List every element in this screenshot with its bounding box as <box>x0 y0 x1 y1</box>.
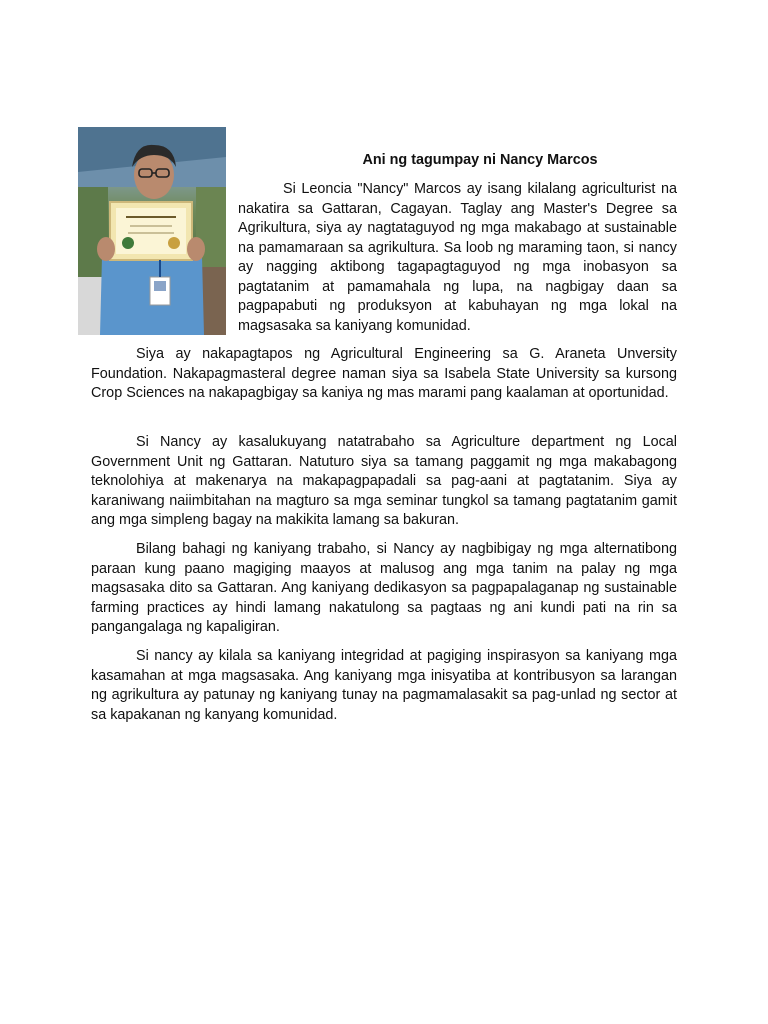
article-paragraph-5: Si nancy ay kilala sa kaniyang integridad at pagiging inspirasyon sa kaniyang mga kasamahan at mga magsasaka. Ang kaniyang mga inisyatiba at kontribusyon sa larangan ng agrikultura ay patunay ng kaniyang tunay na pagmamalasakit sa pag-unlad ng sector at sa kapakanan ng kanyang komunidad. <box>91 648 677 723</box>
article-paragraph-3: Si Nancy ay kasalukuyang natatrabaho sa Agriculture department ng Local Government Unit ng Gattaran. Natuturo siya sa tamang paggamit ng mga makabagong teknolohiya at makenarya na makapagpapadali sa pag-aani at pagtatanim. Siya ay karaniwang naiimbitahan na magturo sa mga seminar tungkol sa tamang pagtatanim gamit ang mga simpleng bagay na makikita lamang sa bakuran. <box>91 434 677 528</box>
portrait-photo <box>78 127 226 335</box>
article-title: Ani ng tagumpay ni Nancy Marcos <box>362 152 598 168</box>
article-paragraph-4: Bilang bahagi ng kaniyang trabaho, si Nancy ay nagbibigay ng mga alternatibong paraan kung paano magiging maayos at malusog ang mga tanim na palay ng mga magsasaka dito sa Gattaran. Ang kaniyang dedikasyon sa pagpapalaganap ng sustainable farming practices ay hindi lamang nakatulong sa pagtaas ng ani kundi pati na rin sa pangangalaga ng kapaligiran. <box>91 541 677 635</box>
portrait-photo-graphic <box>78 127 226 335</box>
article-paragraph-2: Siya ay nakapagtapos ng Agricultural Engineering sa G. Araneta Unversity Foundation. Nakapagmasteral degree naman siya sa Isabela State University sa kursong Crop Sciences na nakapagbigay sa kaniya ng mas marami pang kaalaman at oportunidad. <box>91 346 677 401</box>
article-paragraph-1: Si Leoncia "Nancy" Marcos ay isang kilalang agriculturist na nakatira sa Gattaran, Cagayan. Taglay ang Master's Degree sa Agrikultura, siya ay nagtataguyod ng mga makabago at sustainable na pamamaraan sa agrikultura. Sa loob ng maraming taon, si nancy ay nagging aktibong tagapagtaguyod ng mga inobasyon sa pagtatanim at pamamahala ng lupa, na nagbigay daan sa pagpapabuti ng produksyon at kabuhayan ng mga lokal na magsasaka sa kaniyang komunidad. <box>238 181 677 334</box>
